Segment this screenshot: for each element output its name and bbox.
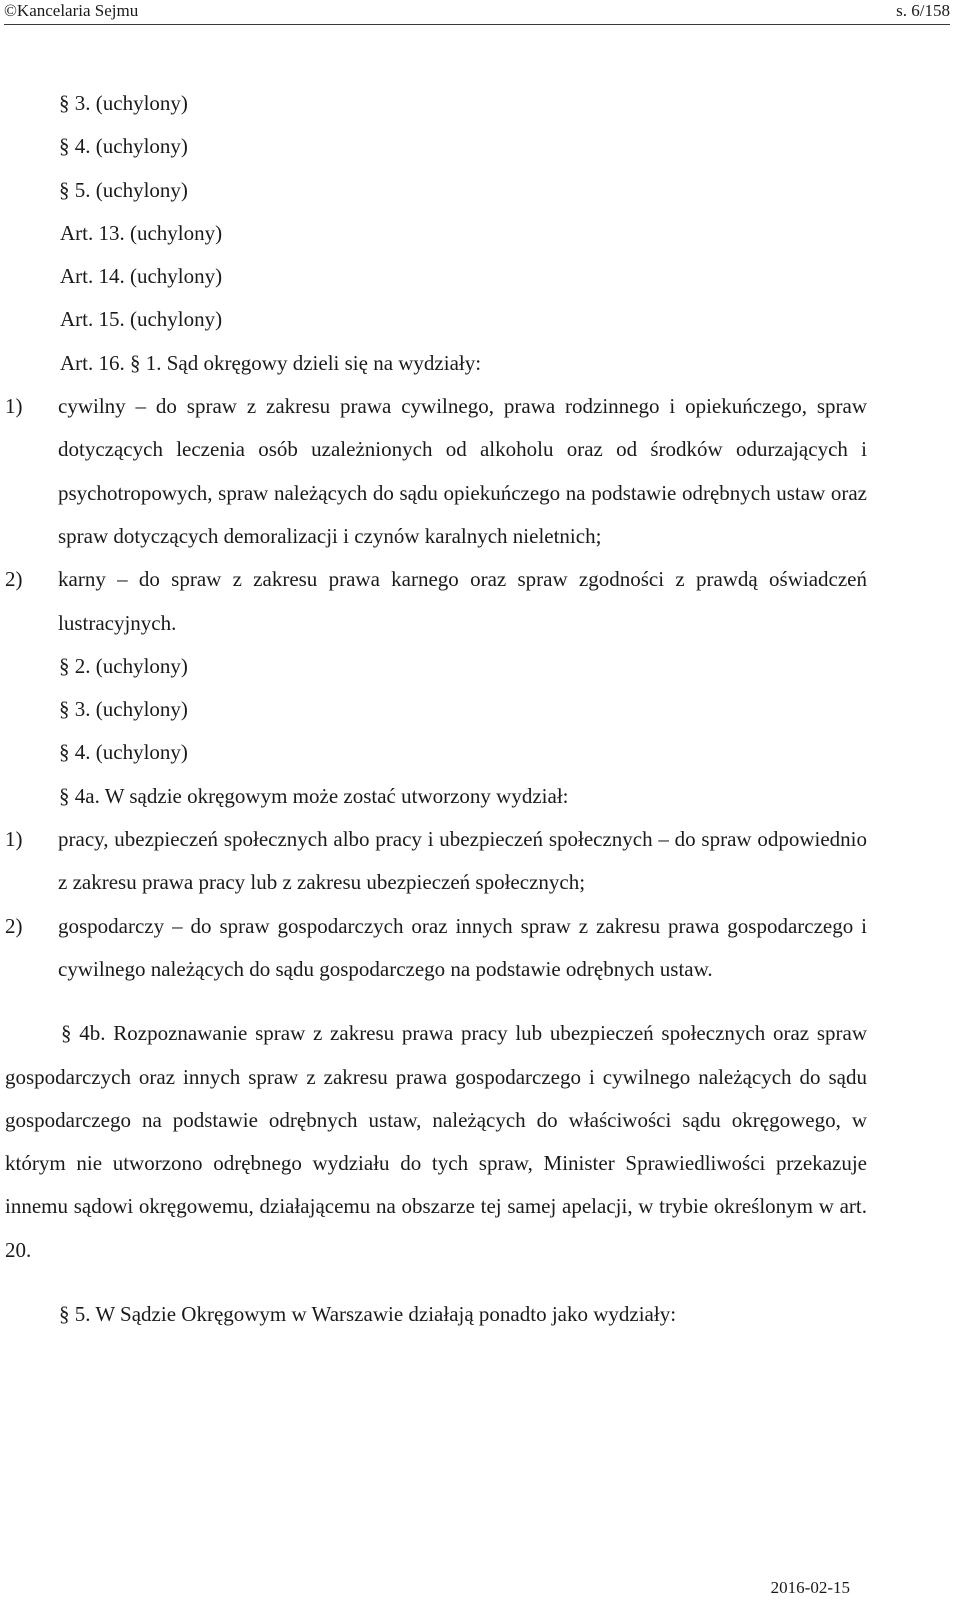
section-3-repealed: § 3. (uchylony) xyxy=(59,697,188,722)
footer-date: 2016-02-15 xyxy=(770,1578,850,1597)
section-4-repealed: § 4. (uchylony) xyxy=(59,740,188,765)
section-5-repealed: § 5. (uchylony) xyxy=(59,177,188,202)
list-item-text: cywilny – do spraw z zakresu prawa cywilnego, prawa rodzinnego i opiekuńczego, spraw dotyczących leczenia osób uzależnionych od alkoholu oraz od środków odurzających i psychotropowych, spraw należących do sądu opiekuńczego na podstawie odrębnych ustaw oraz spraw dotyczących demoralizacji i czynów karalnych nieletnich; xyxy=(58,394,867,548)
section-2-repealed: § 2. (uchylony) xyxy=(59,653,188,678)
article-13: Art. 13. (uchylony) xyxy=(60,220,223,245)
list-item-text: pracy, ubezpieczeń społecznych albo pracy i ubezpieczeń społecznych – do spraw odpowiednio z zakresu prawa pracy lub z zakresu ubezpieczeń społecznych; xyxy=(58,827,867,895)
list-item-text: gospodarczy – do spraw gospodarczych oraz innych spraw z zakresu prawa gospodarczego i cywilnego należących do sądu gospodarczego na podstawie odrębnych ustaw. xyxy=(58,913,867,981)
list-item-number: 1) xyxy=(5,394,23,419)
list-item-number: 2) xyxy=(5,567,23,592)
list-item-text: karny – do spraw z zakresu prawa karnego oraz spraw zgodności z prawdą oświadczeń lustracyjnych. xyxy=(58,567,867,635)
section-3-repealed: § 3. (uchylony) xyxy=(59,91,188,115)
list-item-number: 1) xyxy=(5,827,23,852)
list-item-number: 2) xyxy=(5,913,23,938)
section-4b-paragraph: § 4b. Rozpoznawanie spraw z zakresu prawa pracy lub ubezpieczeń społecznych oraz spraw gospodarczych oraz innych spraw z zakresu prawa gospodarczego i cywilnego należących do sądu gospodarczego na podstawie odrębnych ustaw, należących do właściwości sądu okręgowego, w którym nie utworzono odrębnego wydziału do tych spraw, Minister Sprawiedliwości przekazuje innemu sądowi okręgowemu, działającemu na obszarze tej samej apelacji, w trybie określonym w art. 20. xyxy=(5,1021,867,1262)
section-4-repealed: § 4. (uchylony) xyxy=(59,134,188,159)
list-item xyxy=(5,818,867,905)
document-body xyxy=(5,82,867,1336)
section-4a-heading: § 4a. W sądzie okręgowym może zostać utworzony wydział: xyxy=(59,783,569,808)
article-14: Art. 14. (uchylony) xyxy=(60,264,223,289)
list-item xyxy=(5,905,867,992)
copyright-label: ©Kancelaria Sejmu xyxy=(4,1,139,20)
section-5-paragraph: § 5. W Sądzie Okręgowym w Warszawie działają ponadto jako wydziały: xyxy=(59,1302,677,1327)
page-header xyxy=(4,2,950,25)
list-item xyxy=(5,385,867,558)
article-15: Art. 15. (uchylony) xyxy=(60,307,223,332)
list-item xyxy=(5,558,867,645)
page-number: s. 6/158 xyxy=(896,1,950,20)
article-16-heading: Art. 16. § 1. Sąd okręgowy dzieli się na wydziały: xyxy=(60,350,482,375)
